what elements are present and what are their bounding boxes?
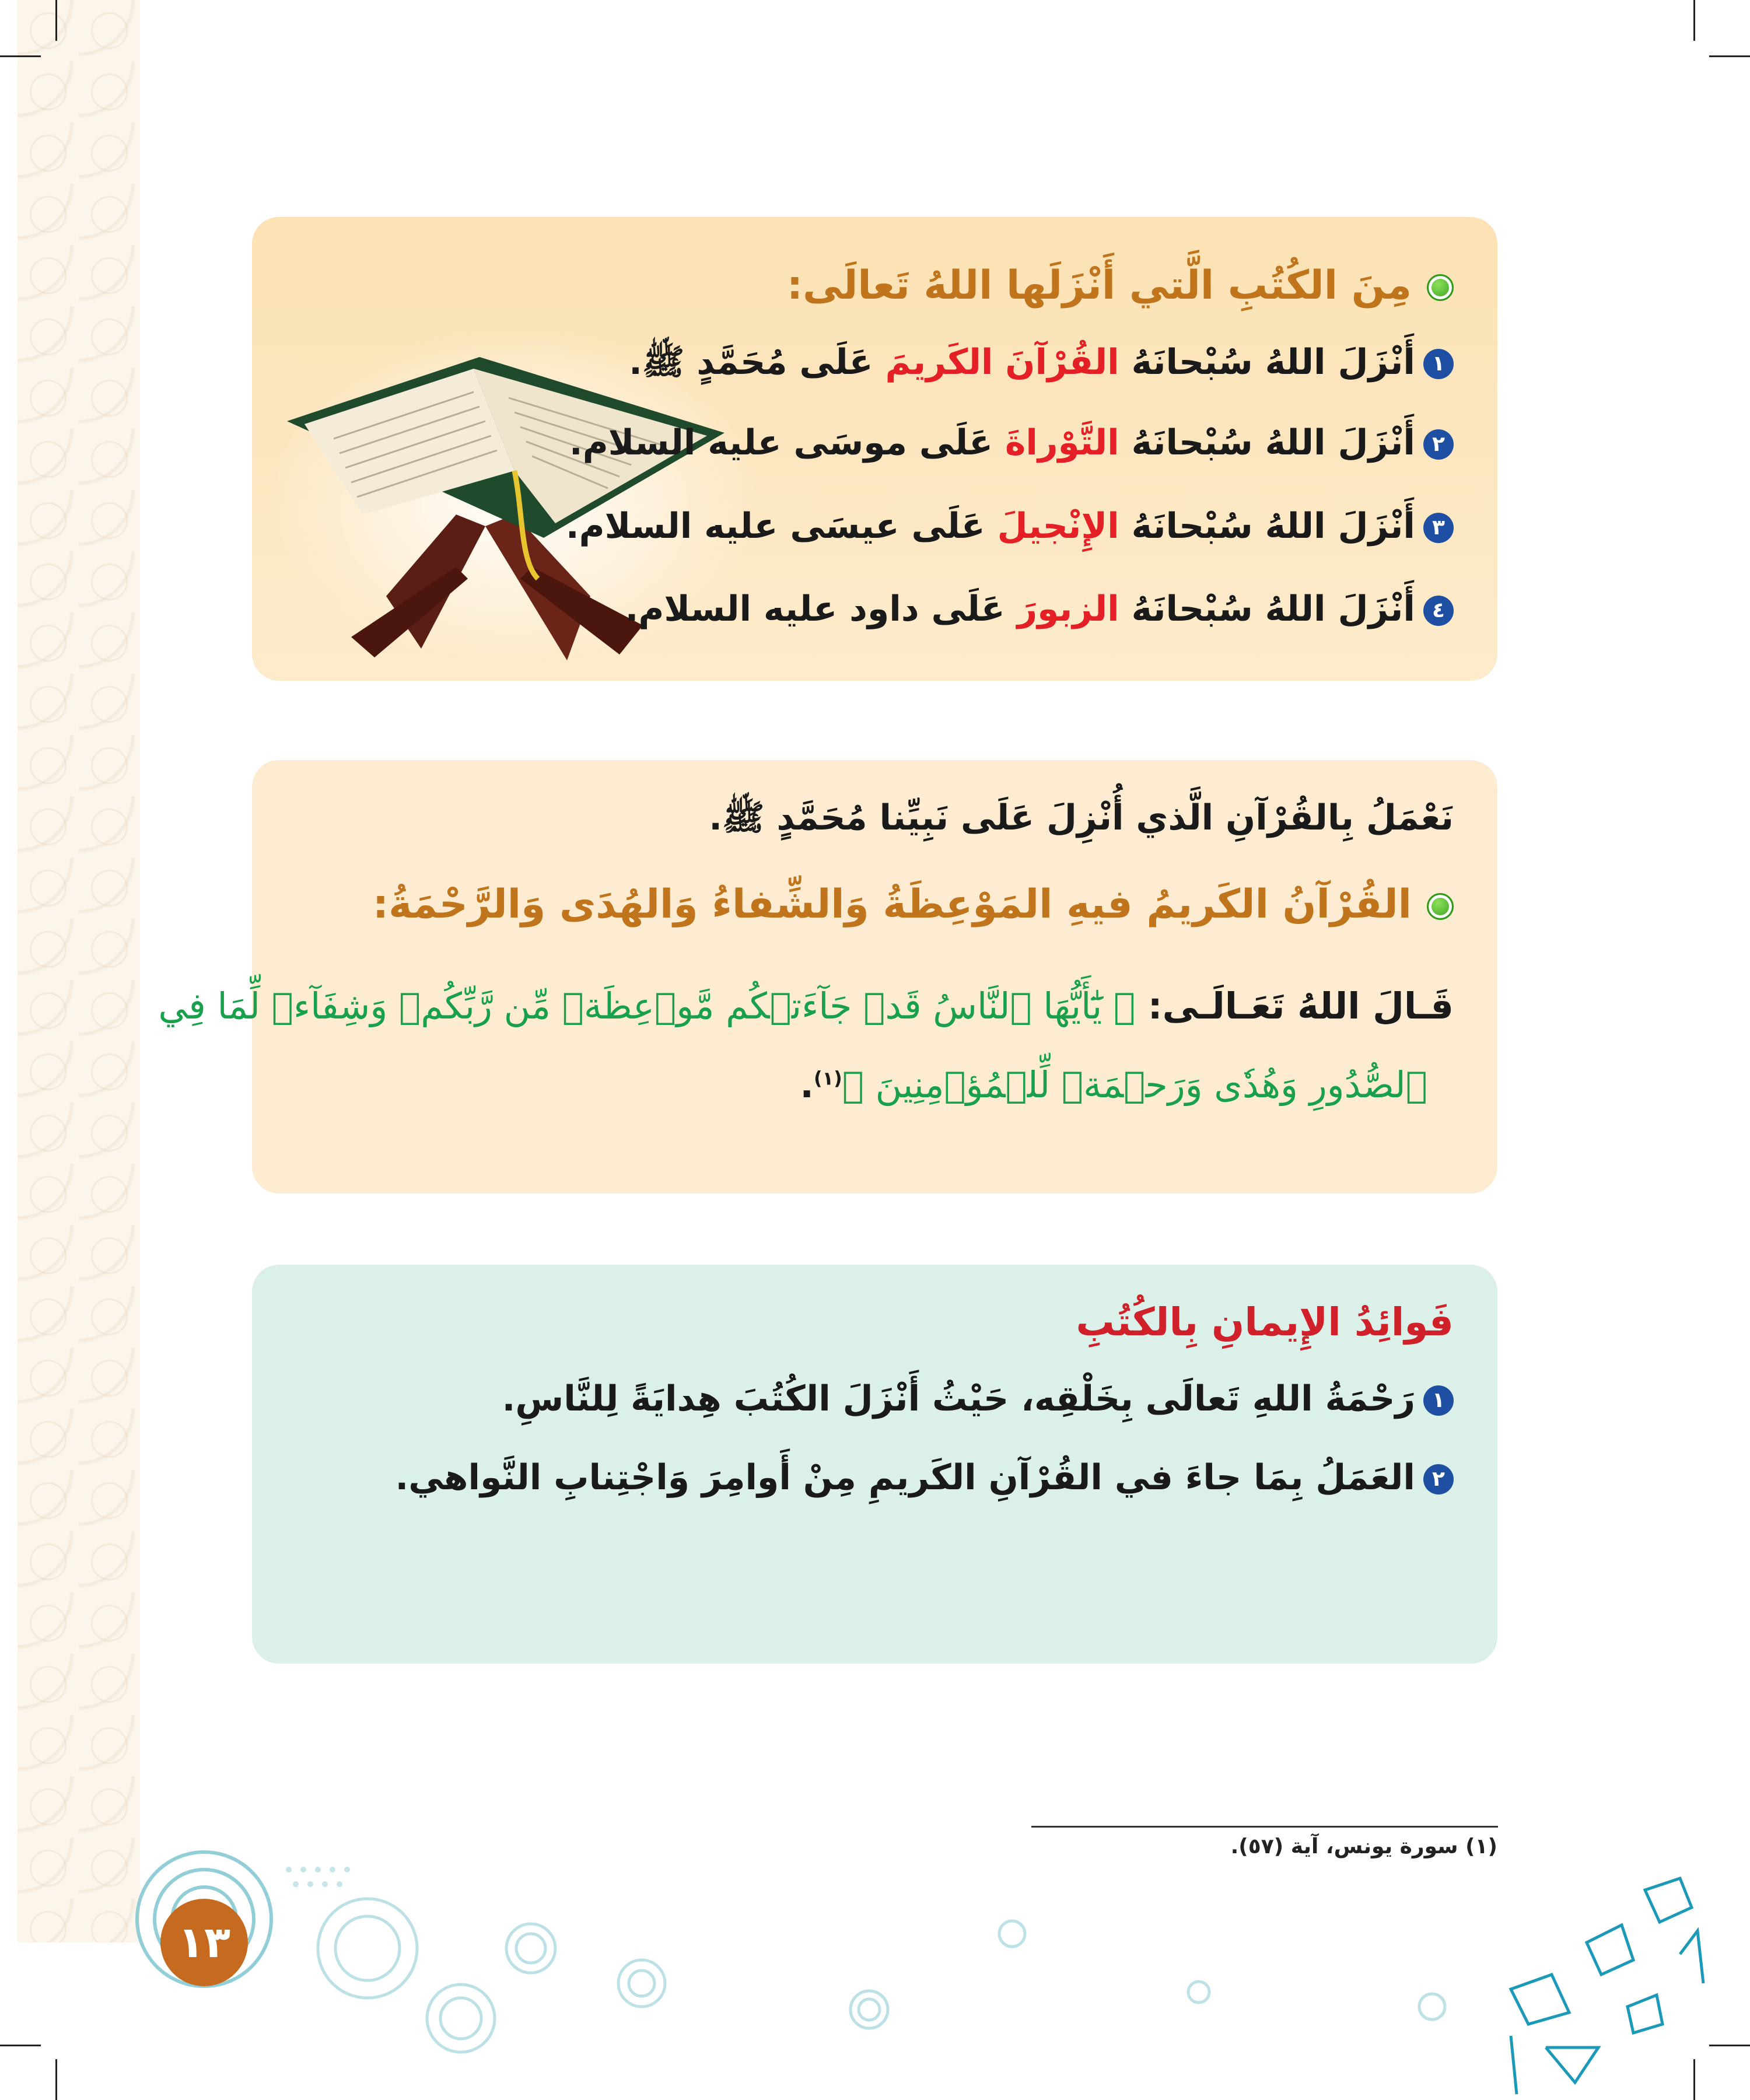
crop-mark [0,55,41,57]
list-item: ١رَحْمَةُ اللهِ تَعالَى بِخَلْقِه، حَيْثُ أَنْزَلَ الكُتُبَ هِدايَةً لِلنَّاسِ. [502,1378,1454,1419]
number-badge-icon: ٤ [1423,596,1454,626]
green-bullet-icon [1427,893,1454,920]
footnote: (١) سورة يونس، آية (٥٧). [1230,1835,1497,1859]
list-item: ٢العَمَلُ بِمَا جاءَ في القُرْآنِ الكَريمِ مِنْ أَوامِرَ وَاجْتِنابِ النَّواهي. [395,1457,1454,1498]
revealed-books-card [252,217,1497,681]
footnote-divider [1031,1826,1498,1828]
number-badge-icon: ٢ [1423,1464,1454,1494]
green-bullet-icon [1427,274,1454,301]
footnote-marker: (١) [813,1067,842,1090]
list-item: ٣أَنْزَلَ اللهُ سُبْحانَهُ الإِنْجيلَ عَلَى عيسَى عليه السلام. [566,506,1454,547]
page-number: ١٣ [160,1899,248,1986]
intro-text: نَعْمَلُ بِالقُرْآنِ الَّذي أُنْزِلَ عَلَى نَبِيِّنا مُحَمَّدٍ ﷺ. [709,797,1454,838]
verse-line-2: ٱلصُّدُورِ وَهُدٗى وَرَحۡمَةٞ لِّلۡمُؤۡمِنِينَ ﴾$^{(١)}$. [800,1063,1427,1106]
crop-mark [1693,0,1695,41]
number-badge-icon: ١ [1423,1385,1454,1416]
section-heading: فَوائِدُ الإِيمانِ بِالكُتُبِ [1076,1300,1454,1345]
decorative-ornament-strip [18,0,140,1943]
verse-line-1: قَـالَ اللهُ تَعَـالَـى: ﴿ يَٰٓأَيُّهَا ٱلنَّاسُ قَدۡ جَآءَتۡكُم مَّوۡعِظَةٞ مِّن رَّبِّكُمۡ وَشِفَآءٞ لِّمَا فِي [158,985,1454,1027]
list-item: ٤أَنْزَلَ اللهُ سُبْحانَهُ الزبورَ عَلَى داود عليه السلام. [625,589,1454,629]
faith-benefits-card [252,1265,1497,1664]
list-item: ٢أَنْزَلَ اللهُ سُبْحانَهُ التَّوْراةَ عَلَى موسَى عليه السلام. [569,422,1454,463]
decorative-rosettes [0,1838,1750,2100]
crop-mark [55,0,57,41]
number-badge-icon: ٣ [1423,513,1454,543]
section-heading: مِنَ الكُتُبِ الَّتي أَنْزَلَها اللهُ تَعالَى: [787,262,1454,309]
list-item: ١أَنْزَلَ اللهُ سُبْحانَهُ القُرْآنَ الكَريمَ عَلَى مُحَمَّدٍ ﷺ. [629,341,1454,391]
section-heading: القُرْآنُ الكَريمُ فيهِ المَوْعِظَةُ وَالشِّفاءُ وَالهُدَى وَالرَّحْمَةُ: [373,881,1454,928]
crop-mark [1709,55,1750,57]
number-badge-icon: ٢ [1423,429,1454,460]
quran-benefits-card [158,760,1497,1194]
number-badge-icon: ١ [1423,349,1454,379]
